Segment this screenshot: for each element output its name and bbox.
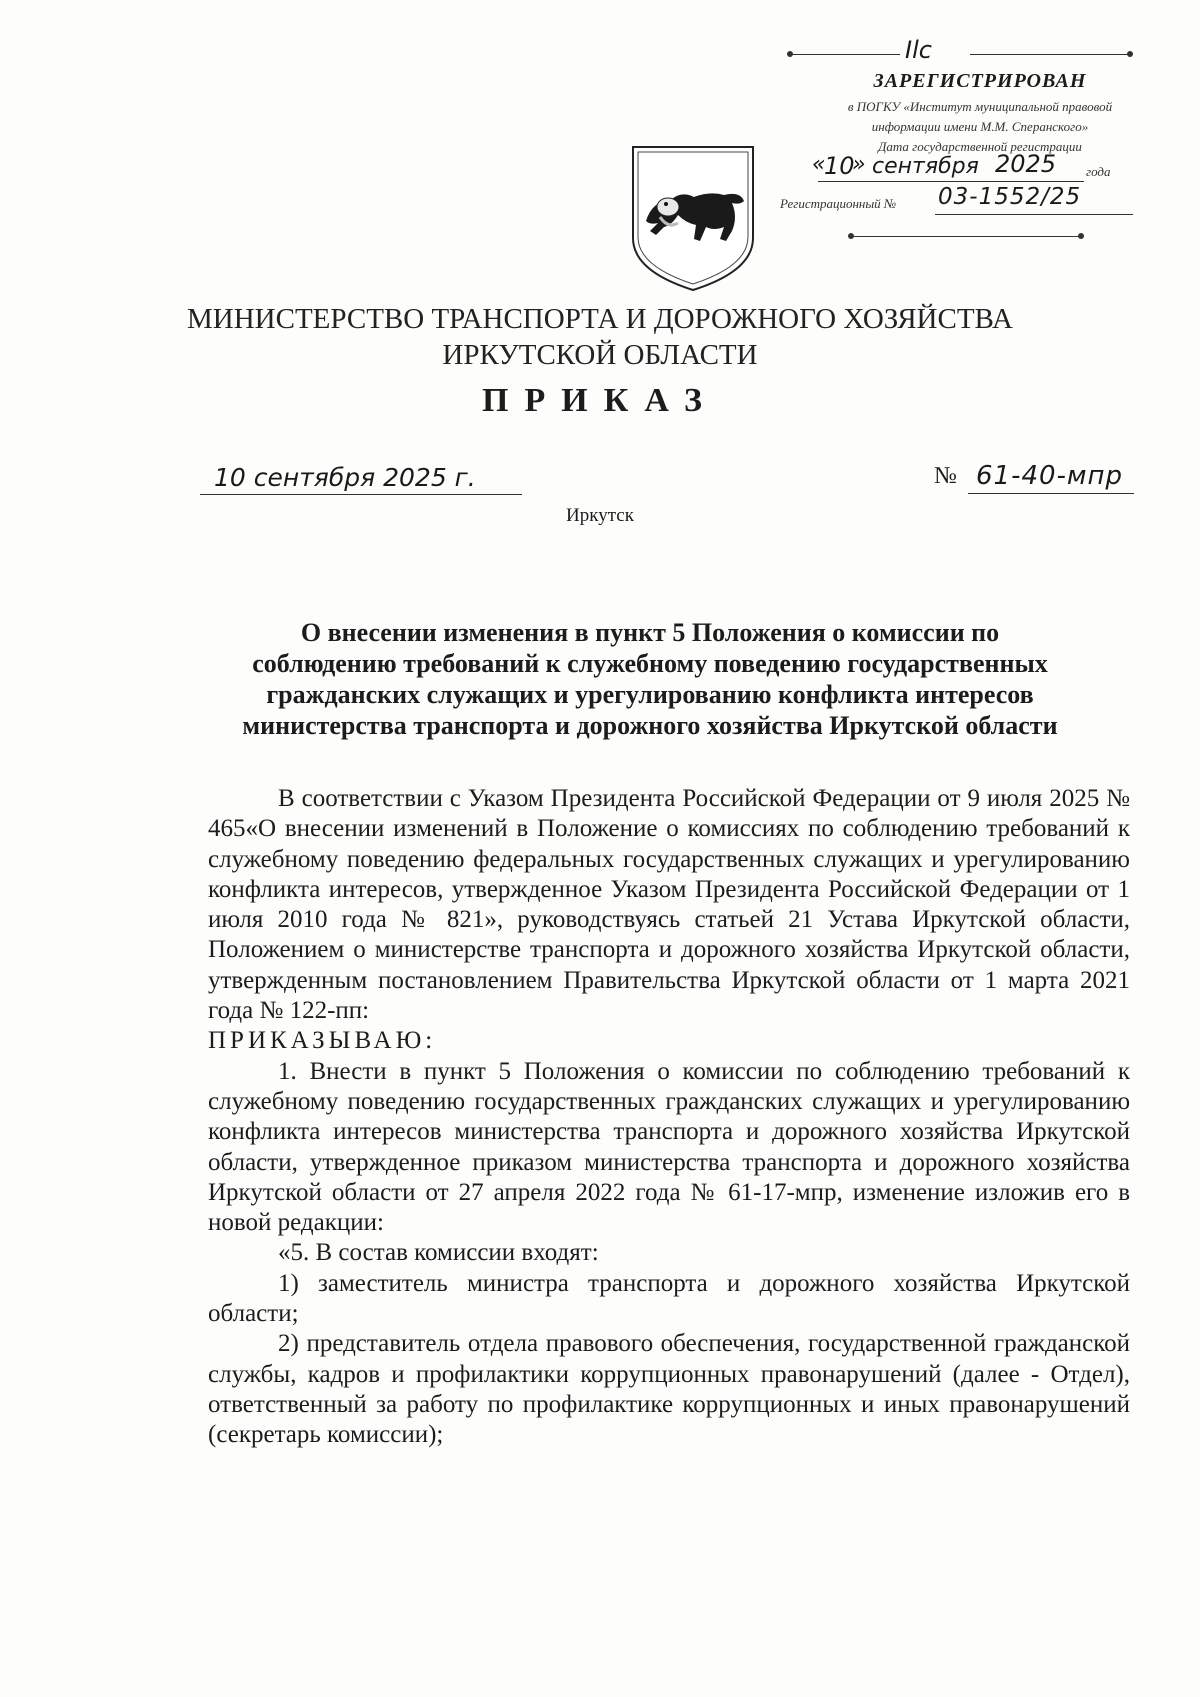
subject-line1: О внесении изменения в пункт 5 Положения о комиссии по xyxy=(300,618,1000,647)
stamp-date-year: 2025 xyxy=(995,150,1057,178)
document-type-title: ПРИКАЗ xyxy=(482,382,718,419)
stamp-year-suffix: года xyxy=(1086,164,1111,179)
order-date-field xyxy=(200,458,522,495)
stamp-signature: Ilc xyxy=(905,36,932,64)
stamp-date-day: 10 xyxy=(824,152,855,180)
order-number-handwritten: 61-40-мпр xyxy=(976,461,1124,491)
stamp-reg-row xyxy=(780,184,1170,218)
stamp-registered-title: ЗАРЕГИСТРИРОВАН xyxy=(873,70,1087,92)
ministry-name-line2: ИРКУТСКОЙ ОБЛАСТИ xyxy=(442,339,758,371)
stamp-date-label: Дата государственной регистрации xyxy=(878,139,1082,154)
subitem-1-paragraph: 1) заместитель министра транспорта и дорожного хозяйства Иркутской области; xyxy=(208,1269,1130,1328)
subject-line4: министерства транспорта и дорожного хозяйства Иркутской области xyxy=(242,711,1058,740)
document-body xyxy=(208,784,1130,1451)
item-1-paragraph: 1. Внести в пункт 5 Положения о комиссии по соблюдению требований к служебному поведению государственных гражданских служащих и урегулированию конфликта интересов министерства транспорта и дорожного хозяйства Иркутской области, утвержденное приказом министерства транспорта и дорожного хозяйства Иркутской области от 27 апреля 2022 года № 61-17-мпр, изменение изложив его в новой редакции: xyxy=(208,1057,1130,1237)
order-date-handwritten: 10 сентября 2025 г. xyxy=(214,463,476,492)
irkutsk-coat-of-arms-icon xyxy=(628,143,758,293)
order-word: ПРИКАЗЫВАЮ: xyxy=(208,1027,437,1055)
stamp-reg-label: Регистрационный № xyxy=(780,196,897,211)
ministry-name-line1: МИНИСТЕРСТВО ТРАНСПОРТА И ДОРОЖНОГО ХОЗЯЙСТВА xyxy=(186,303,1014,335)
subject-line2: соблюдению требований к служебному поведению государственных xyxy=(252,649,1048,678)
stamp-date-month: сентября xyxy=(872,154,979,179)
city-name: Иркутск xyxy=(566,505,634,526)
item-5-paragraph: «5. В состав комиссии входят: xyxy=(278,1239,599,1267)
order-number-label: № xyxy=(934,463,957,489)
stamp-reg-number: 03-1552/25 xyxy=(938,184,1082,210)
subject-line3: гражданских служащих и урегулированию конфликта интересов xyxy=(266,680,1034,709)
order-number-field xyxy=(934,460,1134,494)
preamble-paragraph: В соответствии с Указом Президента Российской Федерации от 9 июля 2025 № 465«О внесении изменений в Положение о комиссиях по соблюдению требований к служебному поведению федеральных государственных служащих и урегулированию конфликта интересов, утвержденное Указом Президента Российской Федерации от 1 июля 2010 года № 821», руководствуясь статьей 21 Устава Иркутской области, Положением о министерстве транспорта и дорожного хозяйства Иркутской области, утвержденным постановлением Правительства Иркутской области от 1 марта 2021 года № 122-пп: xyxy=(208,785,1130,1025)
stamp-org-line1: в ПОГКУ «Институт муниципальной правовой xyxy=(847,99,1113,114)
stamp-date-row: « 10 » сентября 2025 года xyxy=(812,150,1111,180)
subitem-2-paragraph: 2) представитель отдела правового обеспечения, государственной гражданской службы, кадров и профилактики коррупционных правонарушений (далее - Отдел), ответственный за работу по профилактике коррупционных и иных правонарушений (секретарь комиссии); xyxy=(208,1330,1130,1449)
stamp-org-line2: информации имени М.М. Сперанского» xyxy=(871,119,1089,134)
registration-stamp xyxy=(780,36,1170,250)
